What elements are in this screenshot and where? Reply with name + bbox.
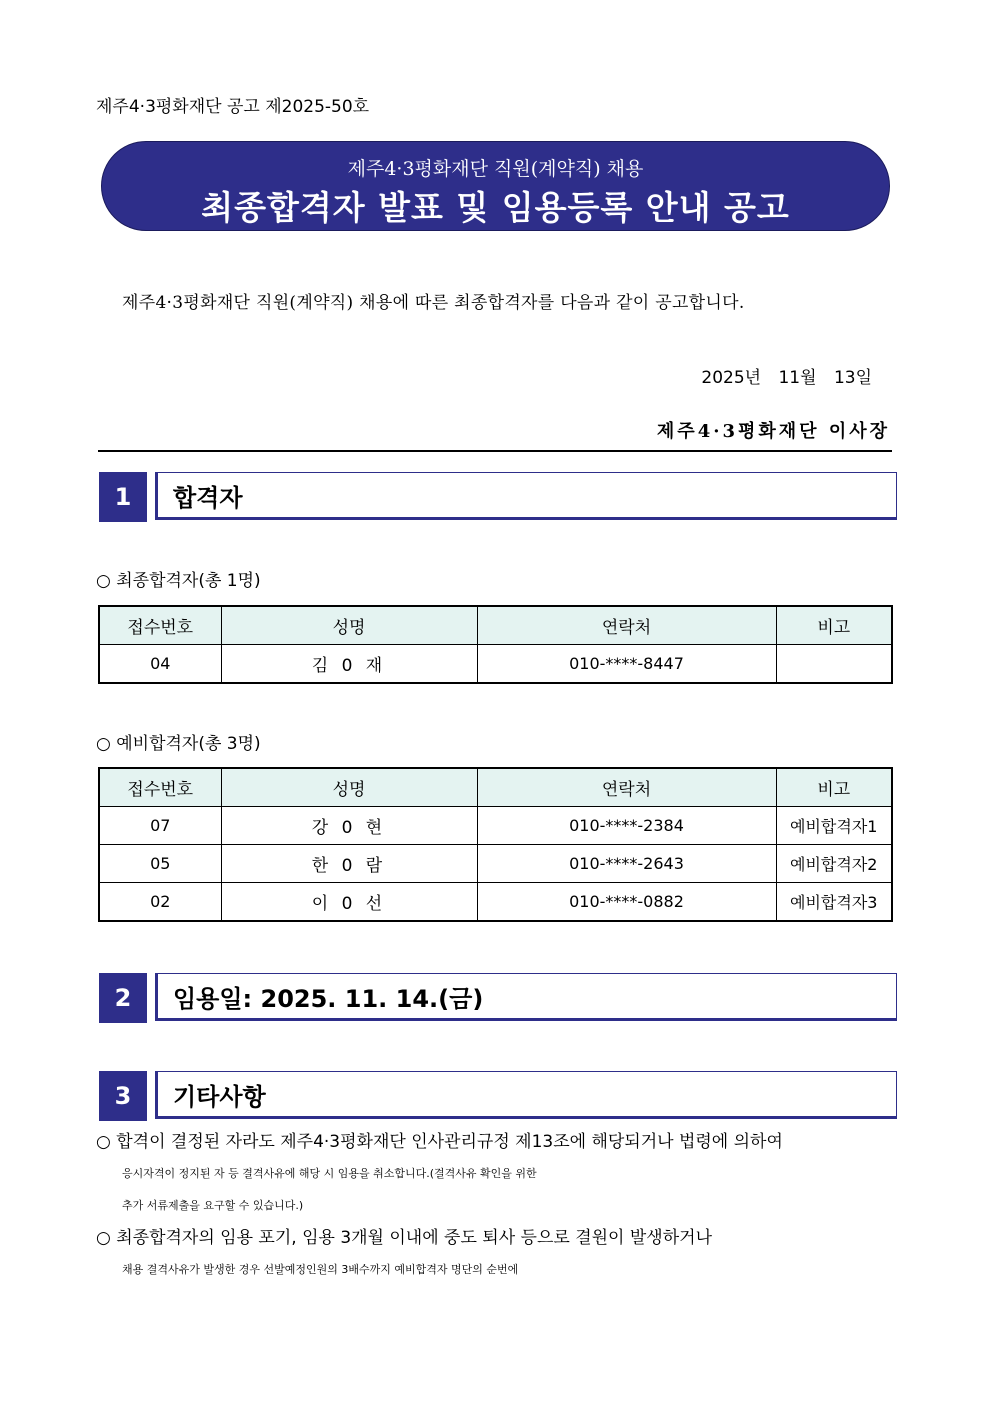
notice-number: 제주4·3평화재단 공고 제2025-50호 <box>96 97 370 117</box>
cell-contact: 010-****-0882 <box>477 883 776 922</box>
header-cell: 성명 <box>221 768 477 807</box>
notice-date: 2025년 11월 13일 <box>701 368 872 388</box>
cell-reg-no: 05 <box>99 845 221 883</box>
cell-note: 예비합격자2 <box>776 845 892 883</box>
cell-reg-no: 02 <box>99 883 221 922</box>
section-2-title: 임용일: 2025. 11. 14.(금) <box>155 973 897 1021</box>
intro-text: 제주4·3평화재단 직원(계약직) 채용에 따른 최종합격자를 다음과 같이 공고합니다. <box>122 293 745 313</box>
final-passers-table <box>98 605 893 684</box>
section-2-number: 2 <box>99 973 147 1023</box>
table-header-row <box>99 606 892 645</box>
cell-name: 한 0 람 <box>221 845 477 883</box>
cell-name: 강 0 현 <box>221 807 477 845</box>
title-subtitle: 제주4·3평화재단 직원(계약직) 채용 <box>347 158 644 180</box>
cell-name: 이 0 선 <box>221 883 477 922</box>
header-cell: 접수번호 <box>99 606 221 645</box>
item-2-line-2: 채용 결격사유가 발생한 경우 선발예정인원의 3배수까지 예비합격자 명단의 순번에 <box>122 1263 519 1276</box>
reserve-passers-table <box>98 767 893 922</box>
section-1-number: 1 <box>99 472 147 522</box>
cell-note: 예비합격자1 <box>776 807 892 845</box>
header-cell: 연락처 <box>477 768 776 807</box>
section-3-number: 3 <box>99 1071 147 1121</box>
cell-reg-no: 04 <box>99 645 221 684</box>
cell-contact: 010-****-2643 <box>477 845 776 883</box>
item-1-line-3: 추가 서류제출을 요구할 수 있습니다.) <box>122 1199 304 1212</box>
cell-contact: 010-****-8447 <box>477 645 776 684</box>
divider <box>98 450 892 452</box>
header-cell: 연락처 <box>477 606 776 645</box>
table-row <box>99 807 892 845</box>
page-title: 최종합격자 발표 및 임용등록 안내 공고 <box>201 188 790 227</box>
final-passers-label: ○ 최종합격자(총 1명) <box>96 571 261 591</box>
header-cell: 접수번호 <box>99 768 221 807</box>
reserve-passers-label: ○ 예비합격자(총 3명) <box>96 734 261 754</box>
title-banner <box>101 141 890 231</box>
item-2-line-1: ○ 최종합격자의 임용 포기, 임용 3개월 이내에 중도 퇴사 등으로 결원이 발생하거나 <box>96 1228 712 1248</box>
item-1-line-1: ○ 합격이 결정된 자라도 제주4·3평화재단 인사관리규정 제13조에 해당되거나 법령에 의하여 <box>96 1132 783 1152</box>
signer: 제주4·3평화재단 이사장 <box>656 421 890 442</box>
table-header-row <box>99 768 892 807</box>
cell-contact: 010-****-2384 <box>477 807 776 845</box>
table-row <box>99 645 892 684</box>
cell-note: 예비합격자3 <box>776 883 892 922</box>
item-1-line-2: 응시자격이 정지된 자 등 결격사유에 해당 시 임용을 취소합니다.(결격사유 확인을 위한 <box>122 1167 537 1180</box>
section-3-title: 기타사항 <box>155 1071 897 1119</box>
cell-note <box>776 645 892 684</box>
other-items <box>96 1126 898 1286</box>
section-1-title: 합격자 <box>155 472 897 520</box>
header-cell: 비고 <box>776 606 892 645</box>
cell-name: 김 0 재 <box>221 645 477 684</box>
table-row <box>99 845 892 883</box>
cell-reg-no: 07 <box>99 807 221 845</box>
header-cell: 성명 <box>221 606 477 645</box>
table-row <box>99 883 892 922</box>
header-cell: 비고 <box>776 768 892 807</box>
